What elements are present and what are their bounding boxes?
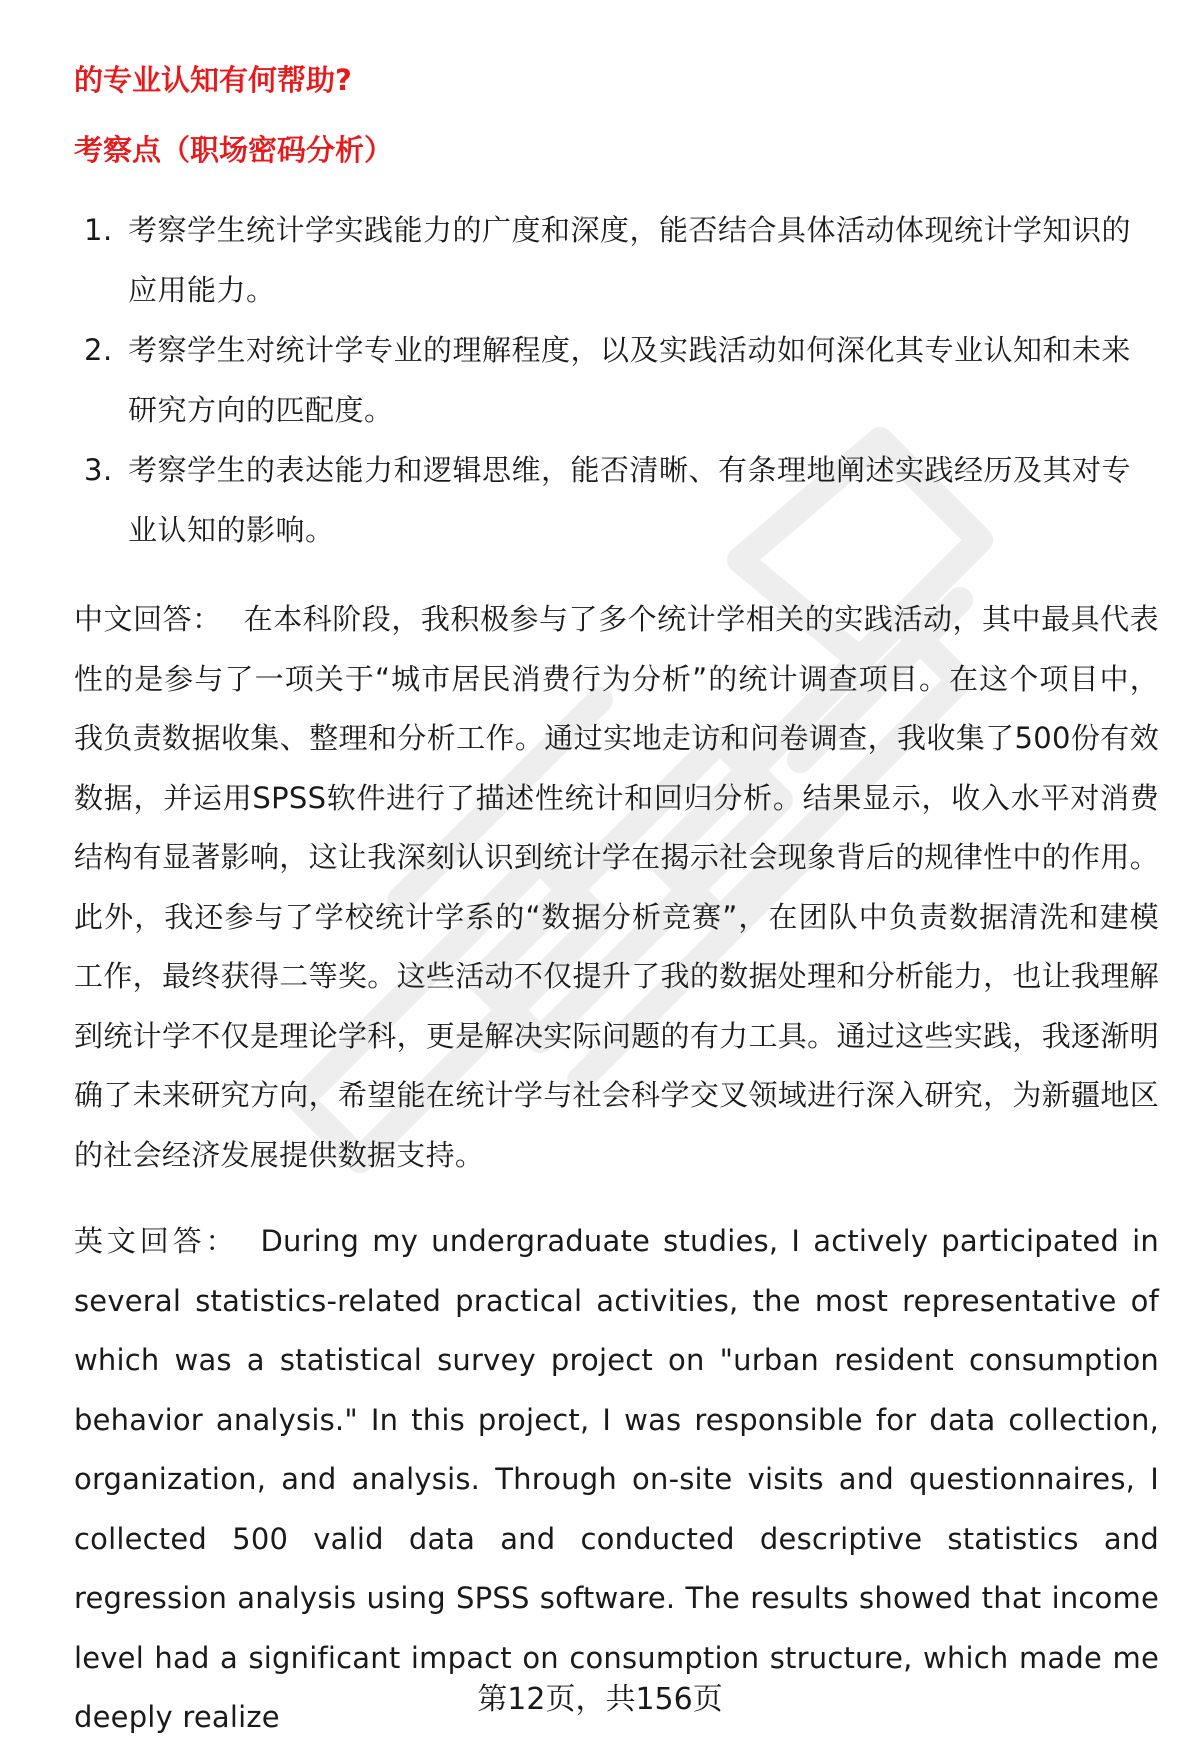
list-item <box>74 440 1154 560</box>
list-item-text: 考察学生统计学实践能力的广度和深度，能否结合具体活动体现统计学知识的应用能力。 <box>128 213 1132 307</box>
question-heading: 的专业认知有何帮助? <box>74 63 352 97</box>
chinese-answer-text: 在本科阶段，我积极参与了多个统计学相关的实践活动，其中最具代表性的是参与了一项关于“城市居民消费行为分析”的统计调查项目。在这个项目中，我负责数据收集、整理和分析工作。通过实地走访和问卷调查，我收集了500份有效数据，并运用SPSS软件进行了描述性统计和回归分析。结果显示，收入水平对消费结构有显著影响，这让我深刻认识到统计学在揭示社会现象背后的规律性中的作用。此外，我还参与了学校统计学系的“数据分析竞赛”，在团队中负责数据清洗和建模工作，最终获得二等奖。这些活动不仅提升了我的数据处理和分析能力，也让我理解到统计学不仅是理论学科，更是解决实际问题的有力工具。通过这些实践，我逐渐明确了未来研究方向，希望能在统计学与社会科学交叉领域进行深入研究，为新疆地区的社会经济发展提供数据支持。 <box>74 602 1159 1172</box>
chinese-answer-label: 中文回答： <box>74 602 222 636</box>
chinese-answer-paragraph <box>74 590 1159 1185</box>
list-item-number: 1. <box>84 213 113 247</box>
list-item-number: 3. <box>84 453 113 487</box>
english-answer-paragraph <box>74 1212 1159 1748</box>
assessment-points-list <box>74 200 1154 560</box>
english-answer-label: 英文回答： <box>74 1224 239 1258</box>
page-number-footer: 第12页，共156页 <box>477 1682 723 1717</box>
list-item <box>74 200 1154 320</box>
list-item-text: 考察学生对统计学专业的理解程度，以及实践活动如何深化其专业认知和未来研究方向的匹配度。 <box>128 333 1132 427</box>
assessment-points-title: 考察点（职场密码分析） <box>74 133 394 167</box>
list-item <box>74 320 1154 440</box>
list-item-text: 考察学生的表达能力和逻辑思维，能否清晰、有条理地阐述实践经历及其对专业认知的影响。 <box>128 453 1132 547</box>
english-answer-text: During my undergraduate studies, I actively participated in several statistics-related practical activities, the most representative of which was a statistical survey project on "urban resident consumption behavior analysis." In this project, I was responsible for data collection, organization, and analysis. Through on-site visits and questionnaires, I collected 500 valid data and conducted descriptive statistics and regression analysis using SPSS software. The results showed that income level had a significant impact on consumption structure, which made me deeply realize <box>74 1224 1159 1734</box>
list-item-number: 2. <box>84 333 113 367</box>
